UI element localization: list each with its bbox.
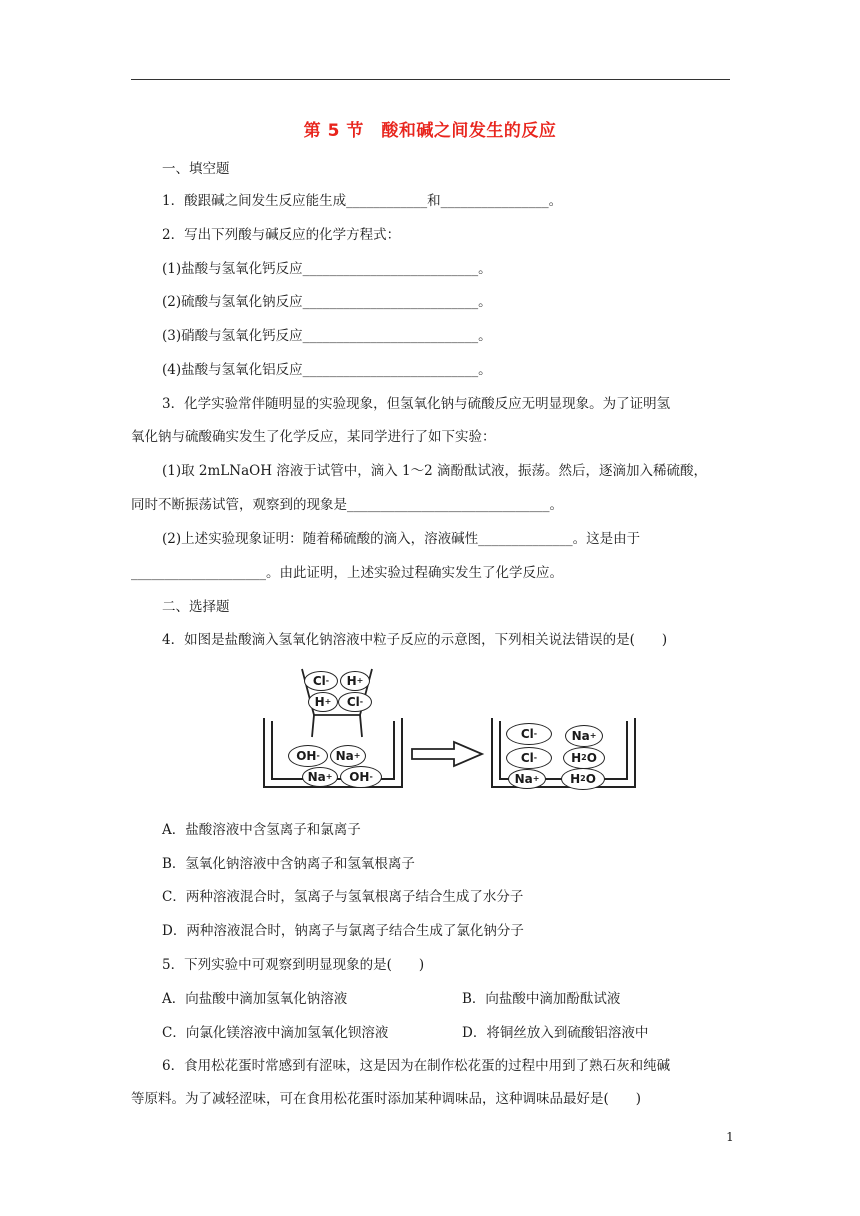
ion-h: H + — [308, 692, 338, 712]
question-5-option-c: C．向氯化镁溶液中滴加氢氧化钡溶液 — [162, 1025, 389, 1041]
ion-cl: Cl - — [304, 671, 338, 691]
question-3-cont: 氧化钠与硫酸确实发生了化学反应，某同学进行了如下实验： — [131, 429, 496, 445]
ion-na: Na + — [302, 767, 338, 787]
question-3-part-2: (2)上述实验现象证明：随着稀硫酸的滴入，溶液碱性______________。这是由于 — [162, 531, 641, 547]
reaction-diagram — [262, 663, 642, 803]
question-3-part-2-cont: ____________________。由此证明，上述实验过程确实发生了化学反应。 — [131, 565, 563, 581]
page-title: 第 5 节 酸和碱之间发生的反应 — [303, 121, 557, 141]
question-2-part-4: (4)盐酸与氢氧化铝反应__________________________。 — [162, 362, 492, 378]
ion-oh: OH - — [340, 766, 382, 788]
ion-na: Na + — [565, 725, 603, 747]
section-heading-fill: 一、填空题 — [162, 161, 230, 177]
ion-cl: Cl - — [338, 692, 372, 712]
water-molecule: H 2 O — [563, 747, 605, 769]
ion-cl: Cl - — [506, 723, 552, 745]
page-number: 1 — [726, 1130, 734, 1144]
water-molecule: H 2 O — [561, 768, 605, 790]
question-3-part-1: (1)取 2mLNaOH 溶液于试管中，滴入 1～2 滴酚酞试液，振荡。然后，逐滴加入稀硫酸， — [162, 463, 708, 479]
question-6: 6．食用松花蛋时常感到有涩味，这是因为在制作松花蛋的过程中用到了熟石灰和纯碱 — [162, 1058, 671, 1074]
top-rule — [131, 79, 730, 80]
ion-cl: Cl - — [506, 747, 552, 769]
question-3-part-1-cont: 同时不断振荡试管，观察到的现象是______________________________。 — [131, 497, 563, 513]
question-4-option-d: D．两种溶液混合时，钠离子与氯离子结合生成了氯化钠分子 — [162, 923, 524, 939]
ion-na: Na + — [330, 745, 366, 767]
ion-oh: OH - — [288, 745, 328, 767]
question-2-part-3: (3)硝酸与氢氧化钙反应__________________________。 — [162, 328, 492, 344]
ion-na: Na + — [508, 769, 546, 789]
question-6-cont: 等原料。为了减轻涩味，可在食用松花蛋时添加某种调味品，这种调味品最好是( ) — [131, 1091, 642, 1107]
question-5-option-b: B．向盐酸中滴加酚酞试液 — [462, 991, 621, 1007]
question-1: 1．酸跟碱之间发生反应能生成____________和________________。 — [162, 193, 563, 209]
question-4-option-b: B．氢氧化钠溶液中含钠离子和氢氧根离子 — [162, 856, 415, 872]
ion-h: H + — [340, 671, 370, 691]
question-2: 2．写出下列酸与碱反应的化学方程式： — [162, 227, 401, 243]
question-4: 4．如图是盐酸滴入氢氧化钠溶液中粒子反应的示意图，下列相关说法错误的是( ) — [162, 632, 668, 648]
question-2-part-1: (1)盐酸与氢氧化钙反应__________________________。 — [162, 261, 492, 277]
section-heading-choice: 二、选择题 — [162, 599, 230, 615]
question-2-part-2: (2)硫酸与氢氧化钠反应__________________________。 — [162, 294, 492, 310]
question-4-option-a: A．盐酸溶液中含氢离子和氯离子 — [162, 822, 361, 838]
question-5: 5．下列实验中可观察到明显现象的是( ) — [162, 957, 425, 973]
question-3: 3．化学实验常伴随明显的实验现象，但氢氧化钠与硫酸反应无明显现象。为了证明氢 — [162, 396, 671, 412]
question-5-option-a: A．向盐酸中滴加氢氧化钠溶液 — [162, 991, 348, 1007]
question-4-option-c: C．两种溶液混合时，氢离子与氢氧根离子结合生成了水分子 — [162, 889, 524, 905]
question-5-option-d: D．将铜丝放入到硫酸铝溶液中 — [462, 1025, 649, 1041]
